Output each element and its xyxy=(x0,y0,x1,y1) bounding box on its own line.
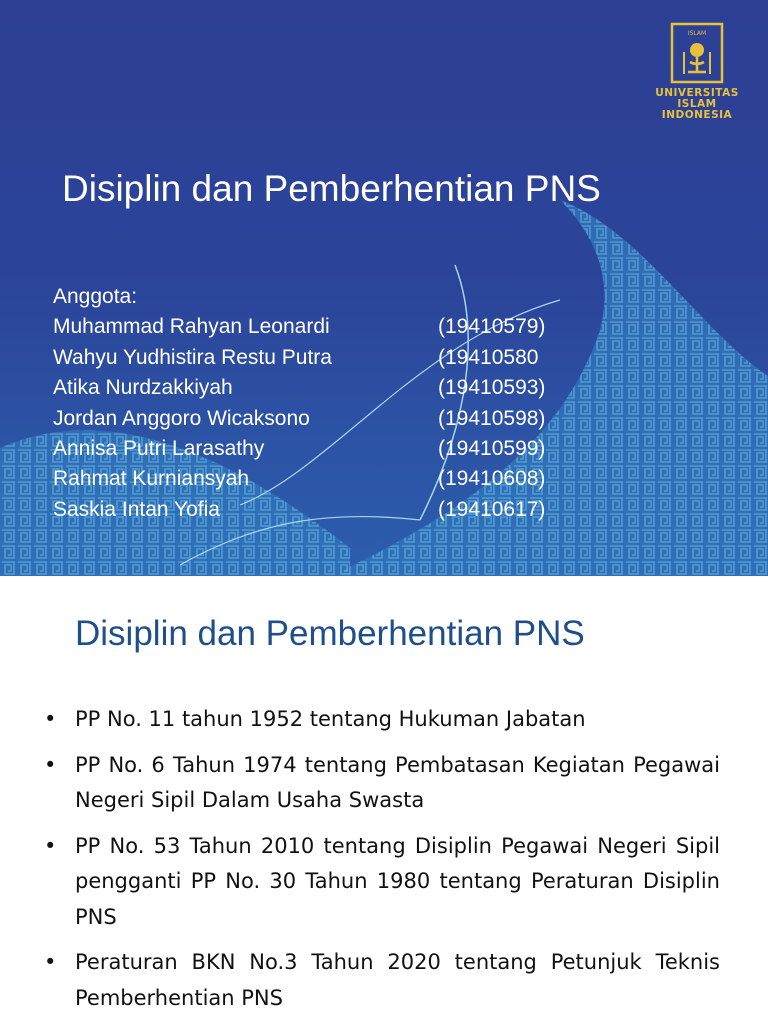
university-emblem-icon xyxy=(670,22,724,84)
member-name: Wahyu Yudhistira Restu Putra xyxy=(53,345,332,369)
member-nim: (19410598) xyxy=(438,406,546,430)
content-slide-title: Disiplin dan Pemberhentian PNS xyxy=(75,614,585,653)
list-item-text: PP No. 53 Tahun 2010 tentang Disiplin Pegawai Negeri Sipil pengganti PP No. 30 Tahun 1980 tentang Peraturan Disiplin PNS xyxy=(75,833,720,929)
bullet-icon: • xyxy=(44,707,57,731)
list-item xyxy=(44,702,720,738)
member-nim: (19410580 xyxy=(438,345,539,369)
member-name: Atika Nurdzakkiyah xyxy=(53,376,233,400)
member-name: Saskia Intan Yofia xyxy=(53,497,220,521)
member-name: Rahmat Kurniansyah xyxy=(53,467,250,491)
university-name: UNIVERSITAS ISLAM INDONESIA xyxy=(655,87,739,121)
member-nim: (19410608) xyxy=(438,467,546,491)
bullet-icon: • xyxy=(44,752,57,777)
content-slide xyxy=(0,576,768,1024)
member-nim: (19410579) xyxy=(438,315,546,339)
list-item-text: PP No. 6 Tahun 1974 tentang Pembatasan Kegiatan Pegawai Negeri Sipil Dalam Usaha Swasta xyxy=(75,752,720,812)
emblem-text: ISLAM xyxy=(687,30,707,37)
member-nim: (19410593) xyxy=(438,376,546,400)
list-item xyxy=(44,829,720,936)
member-name: Jordan Anggoro Wicaksono xyxy=(53,406,310,430)
member-nim: (19410599) xyxy=(438,436,546,460)
list-item-text: PP No. 11 tahun 1952 tentang Hukuman Jabatan xyxy=(75,707,586,731)
bullet-icon: • xyxy=(44,833,57,858)
member-name: Annisa Putri Larasathy xyxy=(53,436,265,460)
member-name: Muhammad Rahyan Leonardi xyxy=(53,315,330,339)
regulation-list xyxy=(44,702,720,1026)
slide-title: Disiplin dan Pemberhentian PNS xyxy=(62,168,601,209)
bullet-icon: • xyxy=(44,950,57,974)
members-heading: Anggota: xyxy=(53,285,138,308)
list-item-text: Peraturan BKN No.3 Tahun 2020 tentang Petunjuk Teknis Pemberhentian PNS xyxy=(75,950,720,1010)
member-nim: (19410617) xyxy=(438,497,546,521)
list-item xyxy=(44,945,720,1016)
list-item xyxy=(44,748,720,819)
university-logo xyxy=(652,22,742,121)
